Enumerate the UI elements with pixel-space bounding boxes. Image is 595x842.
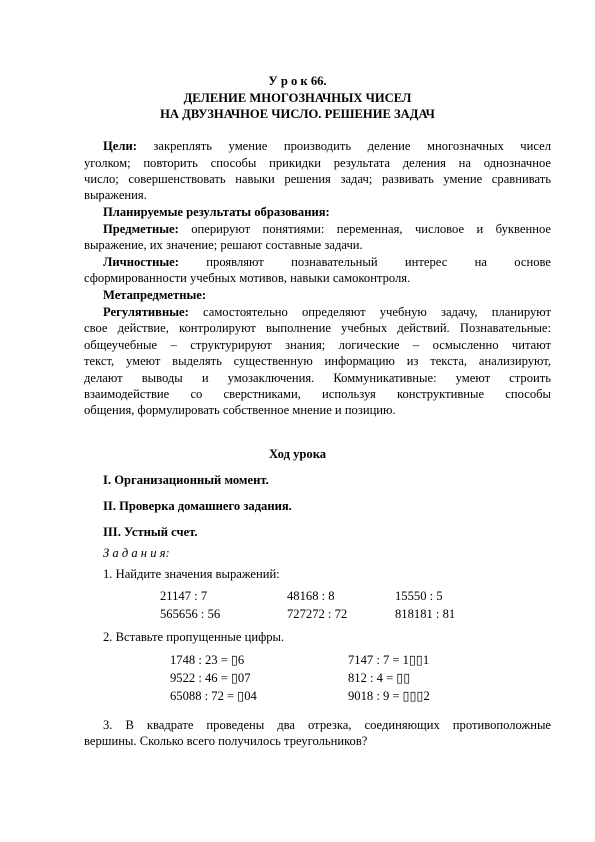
planned-results-heading: Планируемые результаты образования: bbox=[103, 205, 330, 219]
task-1-expr: 21147 : 7 bbox=[160, 589, 208, 603]
tasks-heading: З а д а н и я: bbox=[103, 546, 170, 560]
subject-line-2: выражение, их значение; решают составные задачи. bbox=[84, 238, 363, 252]
section-2: II. Проверка домашнего задания. bbox=[103, 499, 292, 513]
task-1-expr: 818181 : 81 bbox=[395, 607, 456, 621]
goals-line-2: уголком; повторить способы прикидки результата деления на однозначное bbox=[84, 156, 551, 170]
lesson-number: У р о к 66. bbox=[268, 74, 327, 88]
task-2-text: 2. Вставьте пропущенные цифры. bbox=[103, 630, 285, 644]
goals-line-3: число; совершенствовать навыки решения задач; развивать умение сравнивать bbox=[84, 172, 551, 186]
goals-line-1 bbox=[103, 138, 551, 154]
task-1-text: 1. Найдите значения выражений: bbox=[103, 567, 280, 581]
regulatory-line-5: делают выводы и умозаключения. Коммуникативные: умеют строить bbox=[84, 371, 551, 385]
regulatory-label: Регулятивные: bbox=[103, 305, 189, 319]
lesson-title-line-1: ДЕЛЕНИЕ МНОГОЗНАЧНЫХ ЧИСЕЛ bbox=[183, 91, 412, 105]
task-2-expr: 9018 : 9 = ▯▯▯2 bbox=[348, 689, 430, 703]
task-2-expr: 7147 : 7 = 1▯▯1 bbox=[348, 653, 430, 667]
personal-text-1: проявляют познавательный интерес на основе bbox=[206, 255, 551, 269]
task-1-expr: 15550 : 5 bbox=[395, 589, 443, 603]
goals-text-1: закреплять умение производить деление многозначных чисел bbox=[153, 139, 551, 153]
regulatory-line-3: общеучебные – структурируют знания; логические – осмысленно читают bbox=[84, 338, 551, 352]
lesson-title-line-2: НА ДВУЗНАЧНОЕ ЧИСЛО. РЕШЕНИЕ ЗАДАЧ bbox=[160, 107, 435, 121]
task-2-expr: 812 : 4 = ▯▯ bbox=[348, 671, 411, 685]
personal-line-2: сформированности учебных мотивов, навыки самоконтроля. bbox=[84, 271, 411, 285]
goals-label: Цели: bbox=[103, 139, 137, 153]
task-3-line-2: вершины. Сколько всего получилось треугольников? bbox=[84, 734, 368, 748]
regulatory-line-7: общения, формулировать собственное мнение и позицию. bbox=[84, 403, 396, 417]
task-2-expr: 9522 : 46 = ▯07 bbox=[170, 671, 251, 685]
personal-label: Личностные: bbox=[103, 255, 179, 269]
task-2-expr: 65088 : 72 = ▯04 bbox=[170, 689, 257, 703]
task-2-expr: 1748 : 23 = ▯6 bbox=[170, 653, 245, 667]
task-1-expr: 565656 : 56 bbox=[160, 607, 221, 621]
regulatory-line-1 bbox=[103, 304, 551, 320]
subject-label: Предметные: bbox=[103, 222, 179, 236]
task-3-line-1: 3. В квадрате проведены два отрезка, соединяющих противоположные bbox=[103, 718, 551, 732]
regulatory-line-4: текст, умеют выделять существенную информацию из текста, анализируют, bbox=[84, 354, 551, 368]
task-1-expr: 727272 : 72 bbox=[287, 607, 348, 621]
section-1: I. Организационный момент. bbox=[103, 473, 269, 487]
subject-text-1: оперируют понятиями: переменная, числовое и буквенное bbox=[191, 222, 551, 236]
personal-line-1 bbox=[103, 254, 551, 270]
course-heading: Ход урока bbox=[268, 447, 327, 461]
regulatory-text-1: самостоятельно определяют учебную задачу, планируют bbox=[203, 305, 551, 319]
goals-line-4: выражения. bbox=[84, 188, 147, 202]
task-1-expr: 48168 : 8 bbox=[287, 589, 335, 603]
regulatory-line-2: свое действие, контролируют выполнение учебных действий. Познавательные: bbox=[84, 321, 551, 335]
regulatory-line-6: взаимодействие со сверстниками, используя конструктивные способы bbox=[84, 387, 551, 401]
subject-line-1 bbox=[103, 221, 551, 237]
meta-heading: Метапредметные: bbox=[103, 288, 207, 302]
section-3: III. Устный счет. bbox=[103, 525, 198, 539]
